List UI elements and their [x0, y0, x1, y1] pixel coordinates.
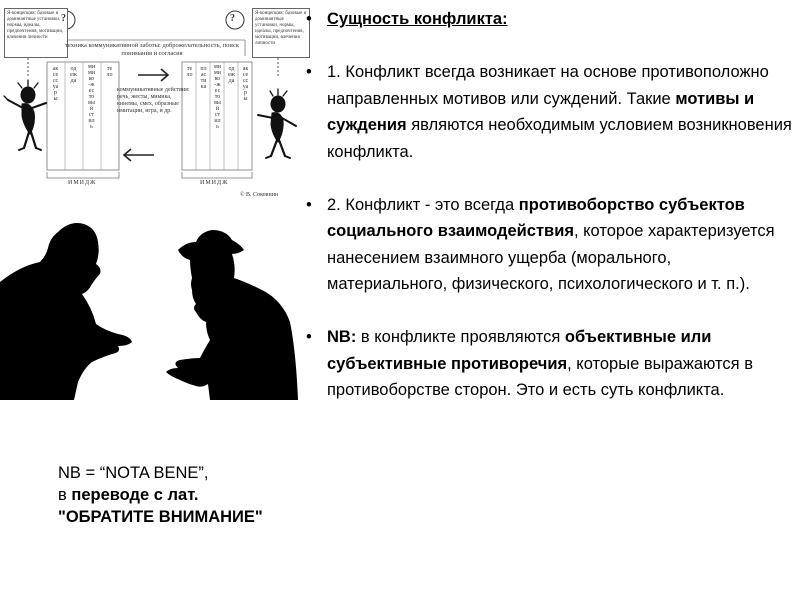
nb-note [58, 462, 278, 528]
nb-line-1: NB = “NOTA BENE”, [58, 464, 209, 482]
p3-text-b: в конфликте проявляются [356, 328, 565, 346]
diagram-credit: © В. Соковнин [240, 192, 279, 198]
p1-text-c: являются необходимым условием возникновения конфликта. [327, 116, 792, 161]
communicative-actions: коммуникативные действия: речь, жесты, мимика, кинемы, смех, образные имитации, игра, и др. [117, 87, 190, 114]
bullet-list [300, 6, 795, 404]
bullet-heading [300, 6, 795, 33]
bullet-dot: • [306, 328, 312, 346]
nb-line-2-prefix: в [58, 486, 72, 504]
right-column-gesture-style: мимико-жестовый стиль [214, 64, 222, 130]
right-column-clothing: одежда [228, 66, 235, 84]
p2-text-bold: противоборство субъектов социального взаимодействия [327, 195, 745, 240]
right-column-body: тело [186, 66, 193, 78]
bullet-point-1 [300, 59, 795, 165]
nb-line-2 [58, 484, 278, 506]
right-column-plastic: пластика [200, 66, 207, 90]
bullet-dot: • [306, 63, 312, 81]
nb-line-2-bold: переводе с лат. [71, 486, 199, 504]
left-column-gesture-style: мимико-жестовый стиль [88, 64, 96, 130]
arguing-silhouettes-image [0, 212, 300, 402]
right-question-mark: ? [230, 13, 235, 24]
bullet-dot: • [306, 10, 312, 28]
right-image-label: ИМИДЖ [200, 180, 229, 186]
left-self-concept-note: Я-концепция: базовые и доминантные установки, нормы, идеалы, предпочтения, мотивации, влечения личности [4, 8, 68, 58]
top-caption: техника коммуникативной заботы: доброжелательность, поиск понимания и согласия [65, 42, 239, 57]
left-man-silhouette [0, 223, 132, 400]
p2-text-c: , которое характеризуется нанесением взаимного ущерба (морального, материального, физического, психологического и т. п.). [327, 222, 775, 293]
right-man-silhouette [166, 230, 298, 400]
p3-text-d: , которые выражаются в противоборстве сторон. Это и есть суть конфликта. [327, 354, 753, 399]
right-column-accessories: аксессуары [242, 66, 249, 102]
p3-text-nb: NB: [327, 328, 357, 346]
nb-line-3: "ОБРАТИТЕ ВНИМАНИЕ" [58, 508, 263, 526]
left-question-mark: ? [61, 13, 66, 24]
right-stick-figure [258, 89, 296, 158]
left-image-label: ИМИДЖ [68, 180, 97, 186]
p2-text-a: 2. Конфликт - это всегда [327, 195, 519, 214]
bullet-dot: • [306, 195, 312, 214]
left-column-accessories: аксессуары [52, 66, 59, 102]
right-self-concept-note: Я-концепция: базовые и доминантные установки, нормы, идеалы, предпочтения, мотивации, влечения личности [252, 8, 310, 58]
bullet-point-3 [300, 324, 795, 404]
left-column-clothing: одежда [70, 66, 77, 84]
heading-text: Сущность конфликта: [327, 10, 508, 28]
bullet-point-2 [300, 192, 795, 298]
p3-text-bold: объективные или субъективные противоречия [327, 328, 712, 373]
p1-text-bold: мотивы и суждения [327, 89, 755, 134]
left-column-body: тело [106, 66, 113, 78]
communication-diagram [0, 0, 305, 210]
left-stick-figure [4, 80, 46, 150]
p1-text-a: 1. Конфликт всегда возникает на основе противоположно направленных мотивов или суждений. Такие [327, 63, 769, 108]
